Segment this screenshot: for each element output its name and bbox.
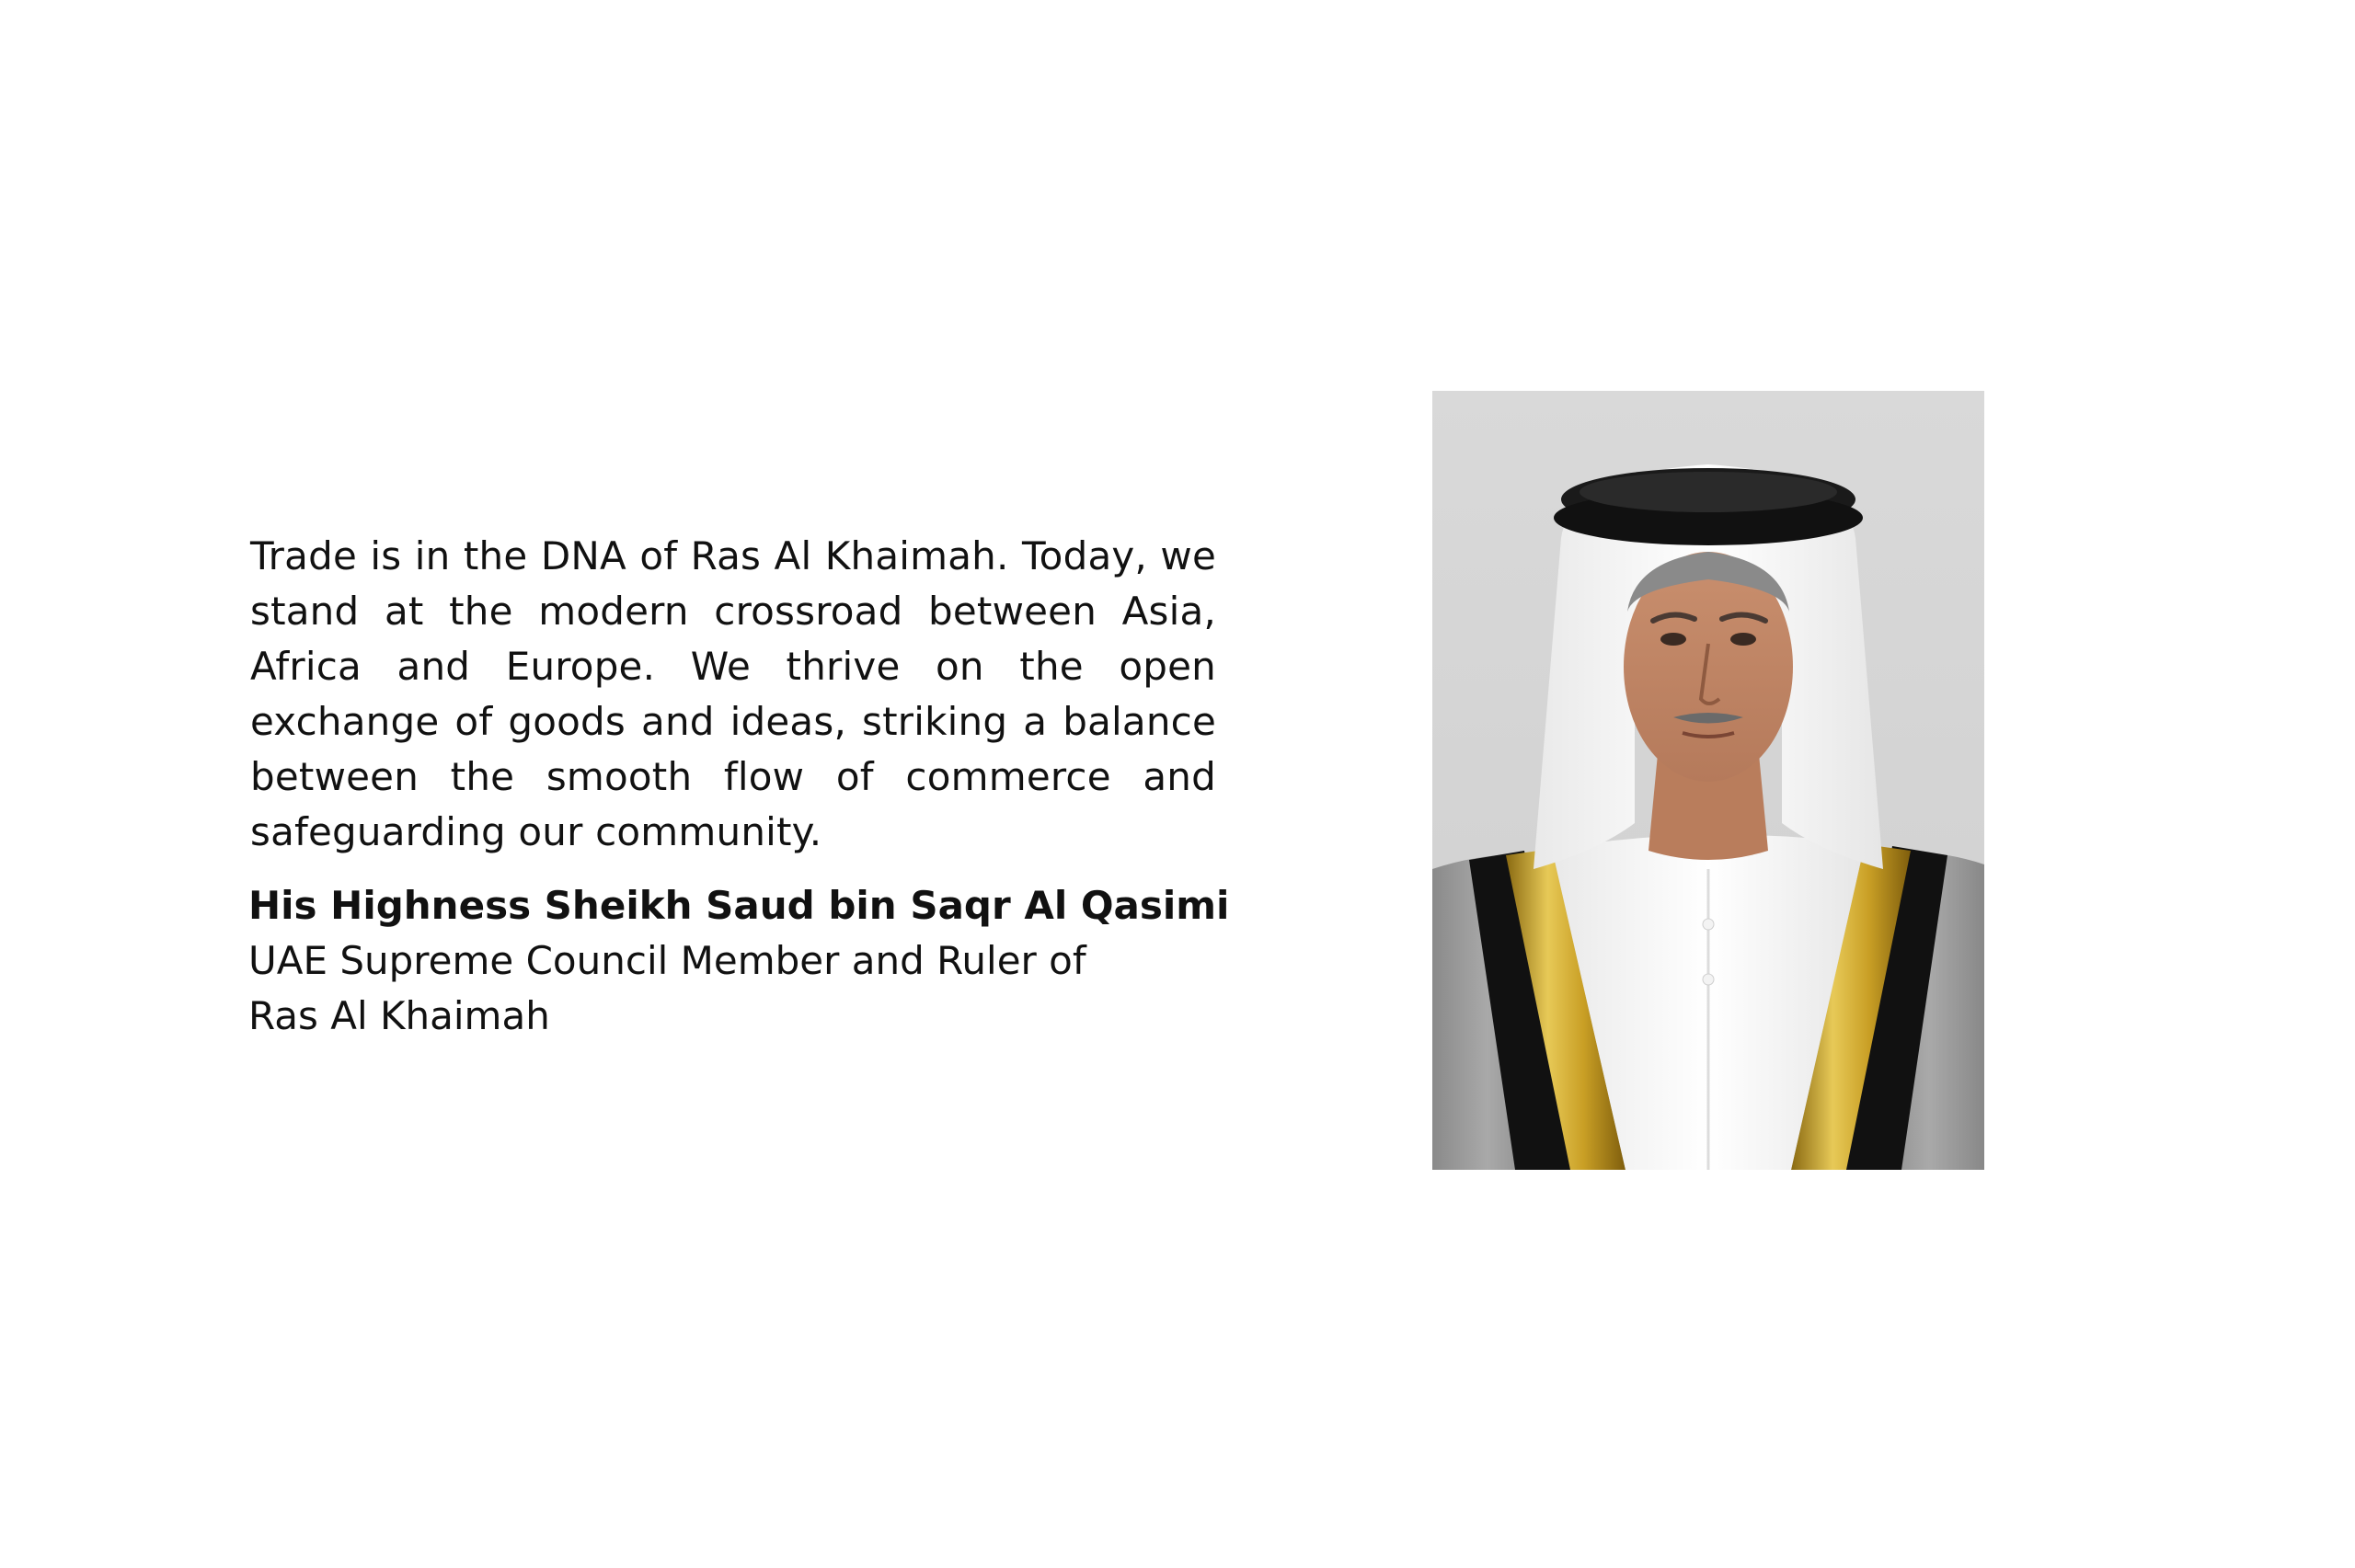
portrait-illustration [1432,391,1984,1170]
kandura-button [1703,974,1714,985]
agal-highlight [1580,472,1837,512]
kandura-button [1703,919,1714,930]
attribution-title-line1: UAE Supreme Council Member and Ruler of [248,938,1086,983]
attribution-title-line2: Ras Al Khaimah [248,993,550,1038]
attribution-title [248,933,1168,1044]
quote-block [250,529,1216,860]
quote-text: Trade is in the DNA of Ras Al Khaimah. Today, we stand at the modern crossroad between Asia, Africa and Europe. We thrive on the open exchange of goods and ideas, striking a balance between the smooth flow of commerce and safeguarding our community. [250,533,1216,854]
attribution [248,878,1230,1044]
eye-right [1730,633,1756,646]
attribution-name: His Highness Sheikh Saud bin Saqr Al Qasimi [248,883,1230,928]
eye-left [1660,633,1686,646]
portrait-photo [1432,391,1984,1170]
